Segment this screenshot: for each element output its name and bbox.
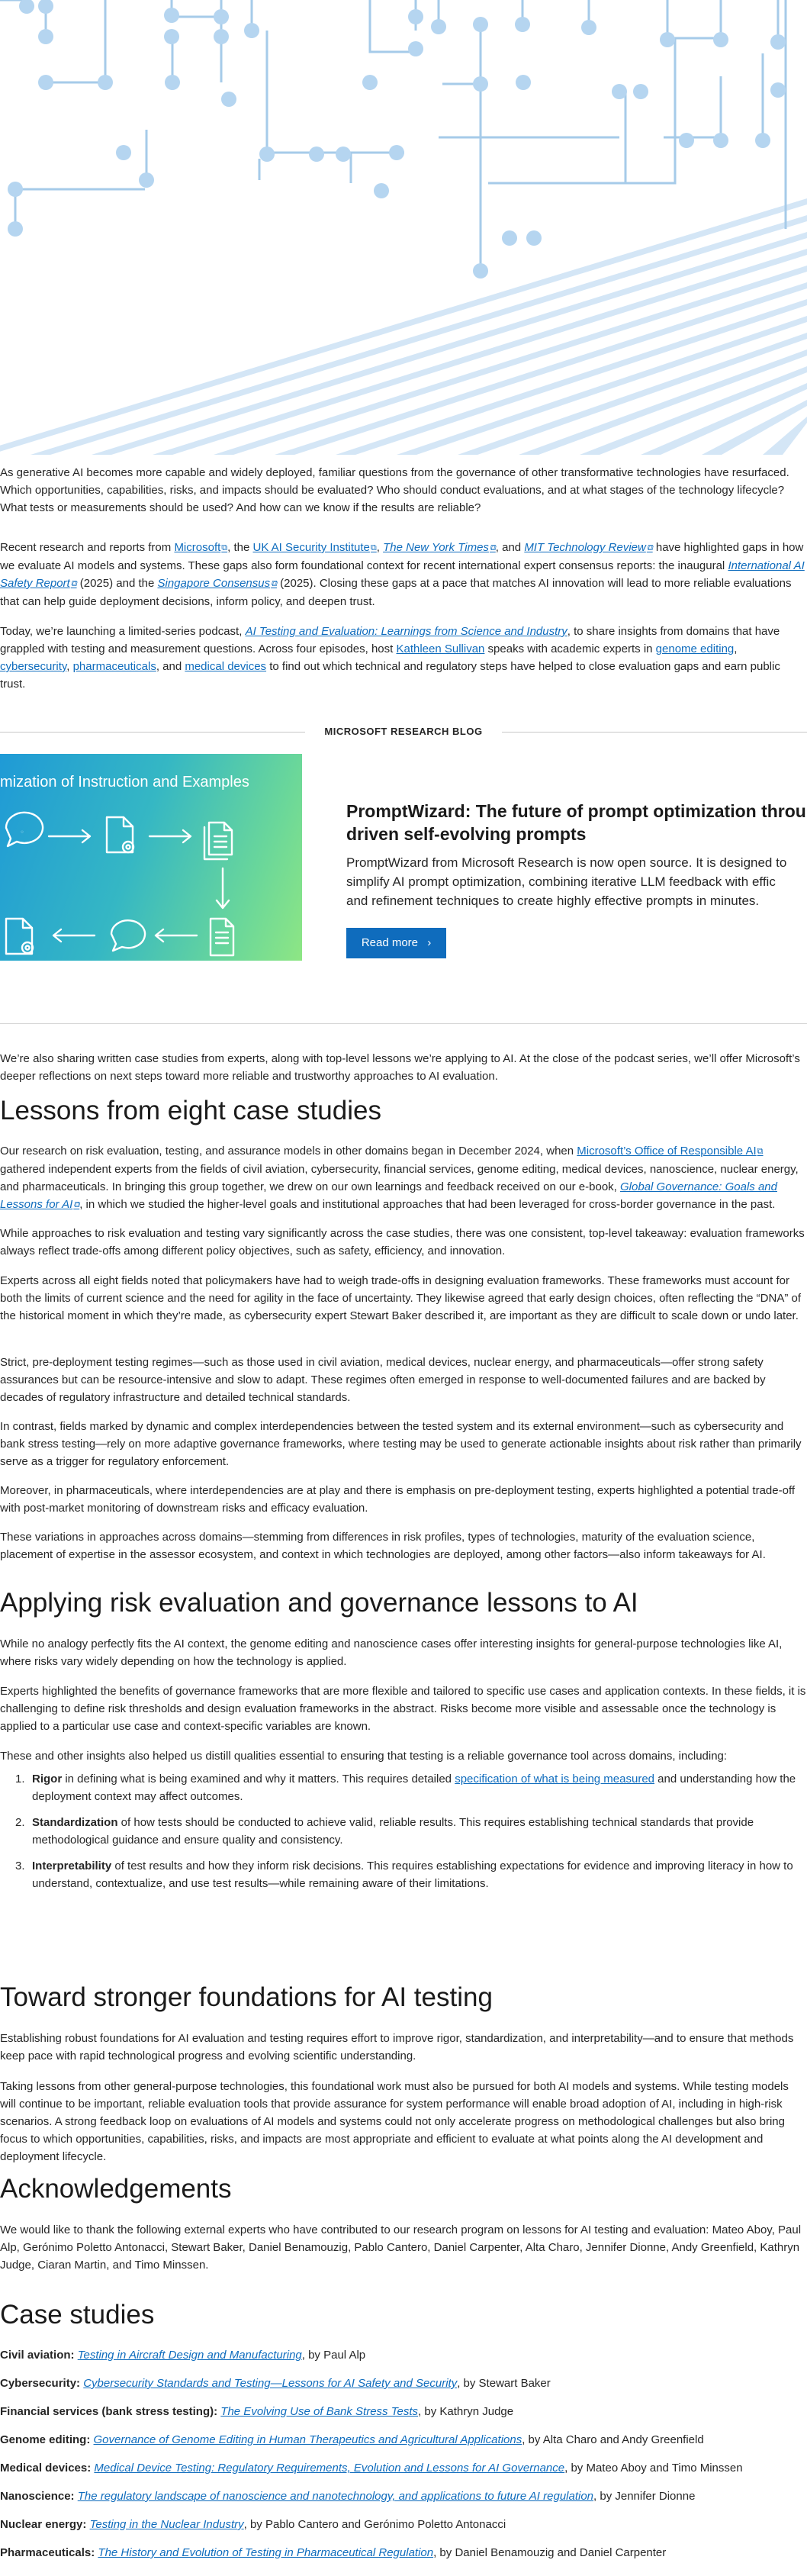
text: ,	[376, 541, 384, 554]
case-study-field: Nuclear energy:	[0, 2518, 87, 2531]
text: of test results and how they inform risk decisions. This requires establishing expectations for evidence and improving literacy in how to understand, contextualize, and use test results—while remaining aware of their limitations.	[32, 1860, 793, 1890]
case-study-item	[0, 2545, 807, 2562]
arrow-left-icon	[156, 929, 197, 942]
text: , and	[495, 541, 525, 554]
chat-bubble-icon	[111, 920, 145, 951]
hero-stripe	[580, 366, 807, 455]
promo-graphic	[0, 754, 302, 961]
qualities-list	[0, 1770, 807, 1901]
case-study-author: , by Paul Alp	[301, 2349, 366, 2362]
circuit-node	[633, 84, 648, 99]
document-gear-icon	[6, 919, 33, 954]
case-study-author: , by Mateo Aboy and Timo Minssen	[564, 2462, 743, 2475]
circuit-node	[8, 182, 23, 197]
circuit-node	[473, 17, 488, 32]
list-item-rigor	[0, 1770, 807, 1805]
case-study-item	[0, 2375, 807, 2392]
link-pharmaceuticals[interactable]: pharmaceuticals	[72, 660, 156, 673]
list-item-standardization	[0, 1814, 807, 1849]
text: Our research on risk evaluation, testing, and assurance models in other domains began in December 2024, when	[0, 1145, 577, 1158]
circuit-node	[473, 76, 488, 92]
text: (2025) and the	[76, 577, 158, 590]
case-study-link[interactable]: Governance of Genome Editing in Human Therapeutics and Agricultural Applications	[93, 2433, 522, 2446]
list-item-interpretability	[0, 1857, 807, 1892]
circuit-node	[431, 19, 446, 34]
case-study-item	[0, 2347, 807, 2364]
case-study-author: , by Jennifer Dionne	[593, 2490, 696, 2503]
circuit-node	[516, 75, 531, 90]
promo-description-line-3: and refinement techniques to create highly effective prompts in minutes.	[346, 894, 760, 908]
arrow-left-icon	[53, 929, 95, 942]
circuit-node	[309, 147, 324, 162]
intro-paragraph-3	[0, 623, 807, 693]
circuit-node	[139, 172, 154, 188]
case-study-field: Nanoscience:	[0, 2490, 75, 2503]
circuit-node	[389, 145, 404, 160]
chevron-right-icon: ›	[427, 936, 432, 949]
circuit-node	[221, 92, 236, 107]
case-study-field: Financial services (bank stress testing):	[0, 2405, 218, 2418]
link-global-governance-ebook[interactable]: Global Governance: Goals and Lessons for AI ⧉	[0, 1180, 777, 1211]
circuit-line	[370, 0, 416, 52]
text: in defining what is being examined and why it matters. This requires detailed	[62, 1773, 455, 1785]
promo-title[interactable]	[346, 800, 807, 845]
promo-title-line-2: driven self-evolving prompts	[346, 824, 587, 844]
case-study-author: , by Stewart Baker	[457, 2377, 551, 2390]
text: ,	[66, 660, 73, 673]
text: , to share insights from domains that have grappled with testing and measurement questions. Across four episodes, host	[0, 625, 780, 655]
link-medical-devices[interactable]: medical devices	[185, 660, 267, 673]
circuit-node	[8, 221, 23, 237]
heading-case-studies: Case studies	[0, 2300, 155, 2330]
circuit-node	[770, 34, 786, 50]
text: , in which we studied the higher-level goals and institutional approaches that had been leveraged for cross-border governance in the past.	[79, 1198, 776, 1211]
paragraph-takeaway: While approaches to risk evaluation and testing vary significantly across the case studies, there was one consistent, top-level takeaway: evaluation frameworks always reflect trade-offs among different policy objectives, such as safety, efficiency, and innovation.	[0, 1227, 805, 1257]
circuit-node	[713, 32, 728, 47]
intro-paragraph-1: As generative AI becomes more capable and widely deployed, familiar questions from the governance of other transformative technologies have resurfaced. Which opportunities, capabilities, risks, and impacts should be evaluated? Who should conduct evaluations, and at what stages of the technology lifecycle? What tests or measurements should be used? And how can we know if the results are reliable?	[0, 466, 789, 514]
circuit-node	[408, 9, 423, 24]
link-cybersecurity[interactable]: cybersecurity	[0, 660, 67, 673]
case-study-link[interactable]: The Evolving Use of Bank Stress Tests	[220, 2405, 419, 2418]
link-office-responsible-ai[interactable]: Microsoft’s Office of Responsible AI ⧉	[577, 1145, 763, 1158]
paragraph-variations: These variations in approaches across domains—stemming from differences in risk profiles, types of technologies, maturity of the evaluation science, placement of expertise in the assessor ecosystem, and context in which technologies are deployed, among other factors—also inform takeaways for AI.	[0, 1531, 766, 1561]
link-kathleen-sullivan[interactable]: Kathleen Sullivan	[396, 642, 485, 655]
hero-illustration	[0, 0, 807, 455]
promo-title-line-1: PromptWizard: The future of prompt optimization throu	[346, 801, 806, 821]
circuit-node	[362, 75, 378, 90]
circuit-node	[612, 84, 627, 99]
read-more-button[interactable]	[346, 928, 446, 958]
chat-bubble-icon	[6, 813, 43, 846]
text: have highlighted gaps in how we evaluate AI models and systems. These gaps also form foundational context for recent international expert consensus reports: the inaugural	[0, 541, 804, 572]
circuit-node	[408, 41, 423, 56]
case-study-link[interactable]: Medical Device Testing: Regulatory Requirements, Evolution and Lessons for AI Governance	[94, 2462, 565, 2475]
circuit-node	[755, 133, 770, 148]
intro-paragraph-2	[0, 539, 807, 610]
circuit-node	[259, 147, 275, 162]
paragraph-acknowledgements: We would like to thank the following external experts who have contributed to our research program on lessons for AI testing and evaluation: Mateo Aboy, Paul Alp, Gerónimo Poletto Antonacci, Stewart Baker, Daniel Benamouzig, Pablo Cantero, Daniel Carpenter, Alta Charo, Jennifer Dionne, Andy Greenfield, Kathryn Judge, Ciaran Martin, and Timo Minssen.	[0, 2223, 802, 2272]
circuit-node	[214, 29, 229, 44]
link-mit-technology-review[interactable]: MIT Technology Review ⧉	[524, 541, 652, 554]
case-study-item	[0, 2488, 807, 2505]
arrow-right-icon	[150, 830, 191, 842]
link-uk-ai-security-institute[interactable]: UK AI Security Institute ⧉	[253, 541, 377, 554]
list-term: Interpretability	[32, 1860, 112, 1872]
circuit-line	[664, 76, 721, 137]
heading-lessons: Lessons from eight case studies	[0, 1096, 381, 1125]
list-number: 1.	[15, 1773, 25, 1785]
text: Today, we’re launching a limited-series podcast,	[0, 625, 246, 638]
circuit-node	[660, 32, 675, 47]
paragraph-tradeoffs: Experts across all eight fields noted that policymakers have had to weigh trade-offs in designing evaluation frameworks. These frameworks must account for both the limits of current science and the need for agility in the face of uncertainty. They likewise agreed that early design choices, often reflecting the “DNA” of the historical moment in which they’re made, as cybersecurity expert Stewart Baker described it, are important as they are difficult to scale down or undo later.	[0, 1274, 802, 1322]
case-study-author: , by Pablo Cantero and Gerónimo Poletto Antonacci	[243, 2518, 506, 2531]
paragraph-general-purpose: Taking lessons from other general-purpose technologies, this foundational work must also be pursued for both AI models and systems. While testing models will continue to be important, reliable evaluation tools that provide assurance for system performance will enable broad adoption of AI, including in high-risk scenarios. A strong feedback loop on evaluations of AI models and systems could not only accelerate progress on methodological challenges but also bring focus to which opportunities, capabilities, risks, and impacts are most appropriate and efficient to evaluate at what points along the AI development and deployment lifecycle.	[0, 2080, 789, 2163]
circuit-node	[581, 20, 596, 35]
case-study-item	[0, 2516, 807, 2533]
case-study-item	[0, 2460, 807, 2477]
circuit-line	[667, 0, 721, 38]
paragraph-research-began	[0, 1142, 807, 1214]
case-study-link[interactable]: The History and Evolution of Testing in Pharmaceutical Regulation	[98, 2546, 434, 2559]
case-study-item	[0, 2432, 807, 2449]
circuit-line	[46, 0, 105, 82]
circuit-node	[165, 75, 180, 90]
list-term: Standardization	[32, 1816, 118, 1829]
case-study-field: Civil aviation:	[0, 2349, 75, 2362]
text: , and	[156, 660, 185, 673]
link-podcast-series[interactable]: AI Testing and Evaluation: Learnings from Science and Industry	[245, 625, 567, 638]
paragraph-strict-regimes: Strict, pre-deployment testing regimes—such as those used in civil aviation, medical devices, nuclear energy, and pharmaceuticals—offer strong safety assurances but can be resource-intensive and slow to adapt. These regimes often emerged in response to well-documented failures and are backed by decades of regulatory infrastructure and detailed technical standards.	[0, 1356, 766, 1404]
arrow-down-icon	[217, 868, 229, 908]
circuit-node	[98, 75, 113, 90]
heading-applying: Applying risk evaluation and governance lessons to AI	[0, 1588, 638, 1618]
circuit-node	[38, 0, 53, 14]
document-gear-icon	[107, 817, 133, 852]
circuit-node	[244, 23, 259, 38]
circuit-node	[164, 29, 179, 44]
link-new-york-times[interactable]: The New York Times ⧉	[383, 541, 496, 554]
promo-description-line-2: simplify AI prompt optimization, combining iterative LLM feedback with effic	[346, 874, 776, 889]
document-lines-icon	[211, 919, 233, 955]
text: (2025). Closing these gaps at a pace that matches AI innovation will lead to more reliable evaluations that can help guide deployment decisions, inform policy, and deepen trust.	[0, 577, 792, 608]
text: ,	[734, 642, 738, 655]
list-number: 2.	[15, 1816, 25, 1829]
circuit-node	[164, 8, 179, 23]
promo-description	[346, 853, 807, 910]
circuit-node	[473, 263, 488, 279]
circuit-node	[770, 82, 786, 98]
circuit-node	[116, 145, 131, 160]
link-microsoft[interactable]: Microsoft ⧉	[174, 541, 227, 554]
list-number: 3.	[15, 1860, 25, 1872]
circuit-line	[488, 38, 675, 183]
heading-toward: Toward stronger foundations for AI testing	[0, 1982, 493, 2012]
link-international-ai-safety-report[interactable]: International AI Safety Report ⧉	[0, 559, 805, 590]
link-specification-measured[interactable]: specification of what is being measured	[455, 1773, 654, 1785]
case-study-author: , by Alta Charo and Andy Greenfield	[522, 2433, 704, 2446]
blog-section-divider	[0, 723, 807, 742]
circuit-node	[679, 133, 694, 148]
circuit-node	[713, 133, 728, 148]
text: to find out which technical and regulatory steps have helped to close evaluation gaps and earn public trust.	[0, 660, 780, 691]
heading-acknowledgements: Acknowledgements	[0, 2174, 232, 2204]
case-study-field: Pharmaceuticals:	[0, 2546, 95, 2559]
hero-stripe	[31, 215, 807, 455]
text: Recent research and reports from	[0, 541, 175, 554]
case-study-author: , by Daniel Benamouzig and Daniel Carpenter	[433, 2546, 667, 2559]
case-study-field: Cybersecurity:	[0, 2377, 81, 2390]
text: of how tests should be conducted to achieve valid, reliable results. This requires establishing technical standards that provide methodological guidance and ensure quality and consistency.	[32, 1816, 754, 1847]
link-singapore-consensus[interactable]: Singapore Consensus ⧉	[158, 577, 277, 590]
paragraph-flexible-frameworks: Experts highlighted the benefits of governance frameworks that are more flexible and tailored to specific use cases and application contexts. In these fields, it is challenging to define risk thresholds and design evaluation frameworks in the abstract. Risks become more visible and assessable once the technology is applied to a particular use case and context-specific variables are known.	[0, 1685, 806, 1733]
circuit-node	[526, 230, 542, 246]
case-study-item	[0, 2404, 807, 2420]
documents-stack-icon	[204, 823, 232, 859]
circuit-node	[502, 230, 517, 246]
paragraph-case-studies-intro: We’re also sharing written case studies from experts, along with top-level lessons we’re applying to AI. At the close of the podcast series, we’ll offer Microsoft’s deeper reflections on next steps toward more reliable and trustworthy approaches to AI evaluation.	[0, 1052, 800, 1083]
circuit-node	[214, 9, 229, 24]
list-term: Rigor	[32, 1773, 63, 1785]
promo-description-line-1: PromptWizard from Microsoft Research is now open source. It is designed to	[346, 855, 787, 870]
case-study-link[interactable]: Testing in the Nuclear Industry	[89, 2518, 244, 2531]
case-study-field: Medical devices:	[0, 2462, 92, 2475]
circuit-pattern-illustration	[0, 0, 807, 455]
circuit-node	[38, 29, 53, 44]
paragraph-qualities: These and other insights also helped us distill qualities essential to ensuring that testing is a reliable governance tool across domains, including:	[0, 1750, 728, 1763]
case-study-link[interactable]: Testing in Aircraft Design and Manufacturing	[77, 2349, 302, 2362]
promo-text-block	[346, 800, 807, 910]
circuit-node	[336, 147, 351, 162]
case-study-field: Genome editing:	[0, 2433, 91, 2446]
promo-bottom-divider	[0, 1023, 807, 1024]
circuit-node	[515, 17, 530, 32]
link-genome-editing[interactable]: genome editing	[655, 642, 735, 655]
circuit-node	[38, 75, 53, 90]
text: gathered independent experts from the fields of civil aviation, cybersecurity, financial services, genome editing, medical devices, nanoscience, nuclear energy, and pharmaceuticals. In bringing this group together, we drew on our own learnings and feedback received on our e-book,	[0, 1163, 799, 1193]
case-study-link[interactable]: The regulatory landscape of nanoscience and nanotechnology, and applications to future AI regulation	[77, 2490, 594, 2503]
paragraph-no-analogy: While no analogy perfectly fits the AI context, the genome editing and nanoscience cases offer interesting insights for general-purpose technologies like AI, where risks vary widely depending on how the technology is applied.	[0, 1637, 783, 1668]
text: speaks with academic experts in	[484, 642, 656, 655]
circuit-node	[19, 0, 34, 14]
case-study-link[interactable]: Cybersecurity Standards and Testing—Lessons for AI Safety and Security	[83, 2377, 458, 2390]
text: and understanding how the deployment context may affect outcomes.	[32, 1773, 796, 1803]
blog-label: MICROSOFT RESEARCH BLOG	[324, 726, 483, 737]
text: , the	[227, 541, 253, 554]
paragraph-pharmaceuticals: Moreover, in pharmaceuticals, where interdependencies are at play and there is emphasis on pre-deployment testing, experts highlighted a potential trade-off with post-market monitoring of downstream risks and efficacy evaluation.	[0, 1484, 796, 1515]
case-study-author: , by Kathryn Judge	[418, 2405, 514, 2418]
circuit-node	[374, 183, 389, 198]
arrow-right-icon	[49, 830, 90, 842]
paragraph-adaptive-frameworks: In contrast, fields marked by dynamic and complex interdependencies between the tested system and its external environment—such as cybersecurity and bank stress testing—rely on more adaptive governance frameworks, where testing may be used to generate actionable insights about risk rather than primarily serve as a trigger for regulatory enforcement.	[0, 1420, 802, 1468]
prompt-flow-diagram	[0, 754, 302, 961]
read-more-label: Read more	[361, 936, 419, 949]
paragraph-robust-foundations: Establishing robust foundations for AI evaluation and testing requires effort to improve rigor, standardization, and interpretability—and to ensure that methods keep pace with rapid technological progress and evolving scientific understanding.	[0, 2032, 794, 2062]
promo-graphic-title: mization of Instruction and Examples	[0, 774, 249, 791]
